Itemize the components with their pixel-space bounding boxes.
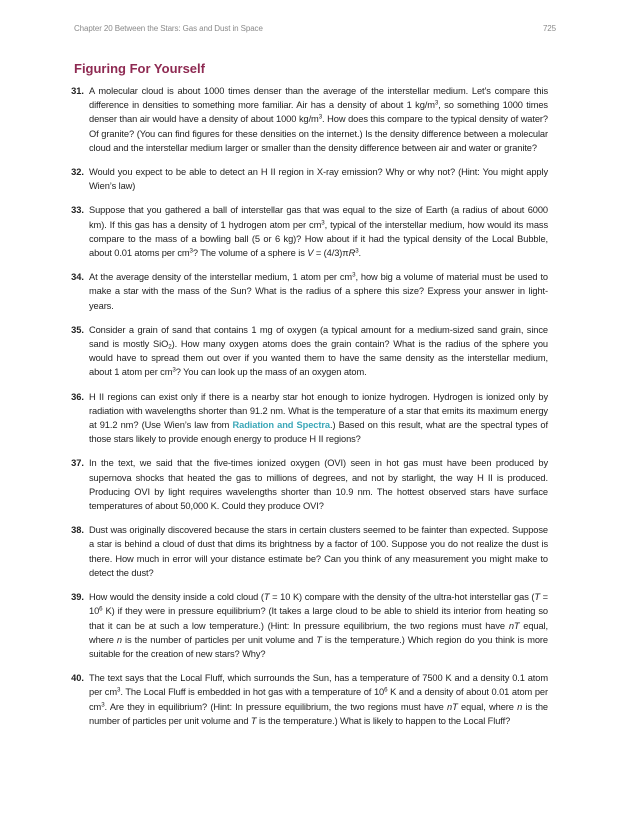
- problem-number: 40.: [71, 673, 84, 684]
- radiation-and-spectra-link[interactable]: Radiation and Spectra: [232, 420, 330, 431]
- problem-text: Would you expect to be able to detect an H II region in X-ray emission? Why or why not? (Hint: You might apply Wien’s law): [89, 167, 548, 192]
- problem-40: [50, 671, 548, 728]
- problem-number: 35.: [71, 324, 84, 335]
- problem-number: 38.: [71, 525, 84, 536]
- page-number: 725: [542, 24, 556, 33]
- section-title: Figuring For Yourself: [74, 61, 205, 76]
- problem-text: H II regions can exist only if there is a nearby star hot enough to ionize hydrogen. Hydrogen is ionized only by radiation with wavelengths shorter than 91.2 nm. What is the temperature of a star that emits its maximum energy at 91.2 nm? (Use Wien’s law from Radiation and Spectra.) Based on this result, what are the spectral types of those stars likely to provide enough energy to produce H II regions?: [89, 391, 548, 445]
- page-header: [74, 24, 556, 33]
- problem-text: A molecular cloud is about 1000 times denser than the average of the interstellar medium. Let’s compare this difference in densities to something more familiar. Air has a density of about 1 $kg/m^3$, so something 1000 times denser than air would have a density of about 1000 $kg/m^3$. How does this compare to the typical density of water? Of granite? (You can find figures for these densities on the internet.) Is the density difference between a molecular cloud and the interstellar medium larger or smaller than the density difference between air and water or granite?: [89, 86, 548, 153]
- problem-number: 39.: [71, 592, 84, 603]
- problem-37: [50, 456, 548, 513]
- problem-text: How would the density inside a cold cloud (T = 10 K) compare with the density of the ultra-hot interstellar gas ($T = 10^6$ K) if they were in pressure equilibrium? (It takes a large cloud to be able to shield its interior from heating so that it can be at such a low temperature.) (Hint: In pressure equilibrium, the two regions must have nT equal, where n is the number of particles per unit volume and T is the temperature.) Which region do you think is more suitable for the creation of new stars? Why?: [89, 592, 549, 659]
- problem-text: At the average density of the interstellar medium, 1 atom per $cm^3$, how big a volume of material must be used to make a star with the mass of the Sun? What is the radius of a sphere this size? Express your answer in light-years.: [89, 271, 549, 311]
- problem-32: [50, 165, 548, 193]
- problem-36: [50, 390, 548, 447]
- problem-number: 31.: [71, 86, 84, 96]
- problem-list: [50, 84, 548, 738]
- problem-text: Suppose that you gathered a ball of interstellar gas that was equal to the size of Earth (a radius of about 6000 km). If this gas has a density of 1 hydrogen atom per $cm^3$, typical of the interstellar medium, how would its mass compare to the mass of a bowling ball (5 or 6 kg)? How about if it had the typical density of the Local Bubble, about 0.01 atoms per $cm^3$? The volume of a sphere is $V = (4/3)\pi R^3$.: [89, 205, 548, 259]
- problem-number: 34.: [71, 272, 84, 283]
- problem-39: [50, 590, 548, 661]
- problem-31: [50, 84, 548, 155]
- problem-number: 37.: [71, 458, 84, 469]
- problem-number: 36.: [71, 391, 84, 402]
- problem-34: [50, 270, 548, 313]
- problem-35: [50, 323, 548, 380]
- problem-number: 33.: [71, 205, 84, 216]
- problem-text: The text says that the Local Fluff, which surrounds the Sun, has a temperature of 7500 K and a density 0.1 atom per $cm^3$. The Local Fluff is embedded in hot gas with a temperature of $10^6$ K and a density of about 0.01 atom per $cm^3$. Are they in equilibrium? (Hint: In pressure equilibrium, the two regions must have nT equal, where n is the number of particles per unit volume and T is the temperature.) What is likely to happen to the Local Fluff?: [89, 673, 548, 726]
- problem-number: 32.: [71, 167, 84, 178]
- problem-33: [50, 203, 548, 260]
- problem-text: In the text, we said that the five-times ionized oxygen (OVI) seen in hot gas must have been produced by supernova shocks that heated the gas to millions of degrees, and not by starlight, the way H II is produced. Producing OVI by light requires wavelengths shorter than 10.9 nm. The hottest observed stars have surface temperatures of about 50,000 K. Could they produce OVI?: [89, 458, 548, 512]
- chapter-title: Chapter 20 Between the Stars: Gas and Dust in Space: [74, 24, 263, 33]
- problem-38: [50, 523, 548, 580]
- problem-text: Consider a grain of sand that contains 1 mg of oxygen (a typical amount for a medium-sized sand grain, since sand is mostly SiO$_2$). How many oxygen atoms does the grain contain? What is the radius of the sphere you would have to spread them out over if you wanted them to have the same density as the interstellar medium, about 1 atom per $cm^3$? You can look up the mass of an oxygen atom.: [89, 324, 548, 378]
- problem-text: Dust was originally discovered because the stars in certain clusters seemed to be fainter than expected. Suppose a star is behind a cloud of dust that dims its brightness by a factor of 100. Suppose you do not realize the dust is there. How much in error will your distance estimate be? Can you think of any measurement you might make to detect the dust?: [89, 525, 548, 578]
